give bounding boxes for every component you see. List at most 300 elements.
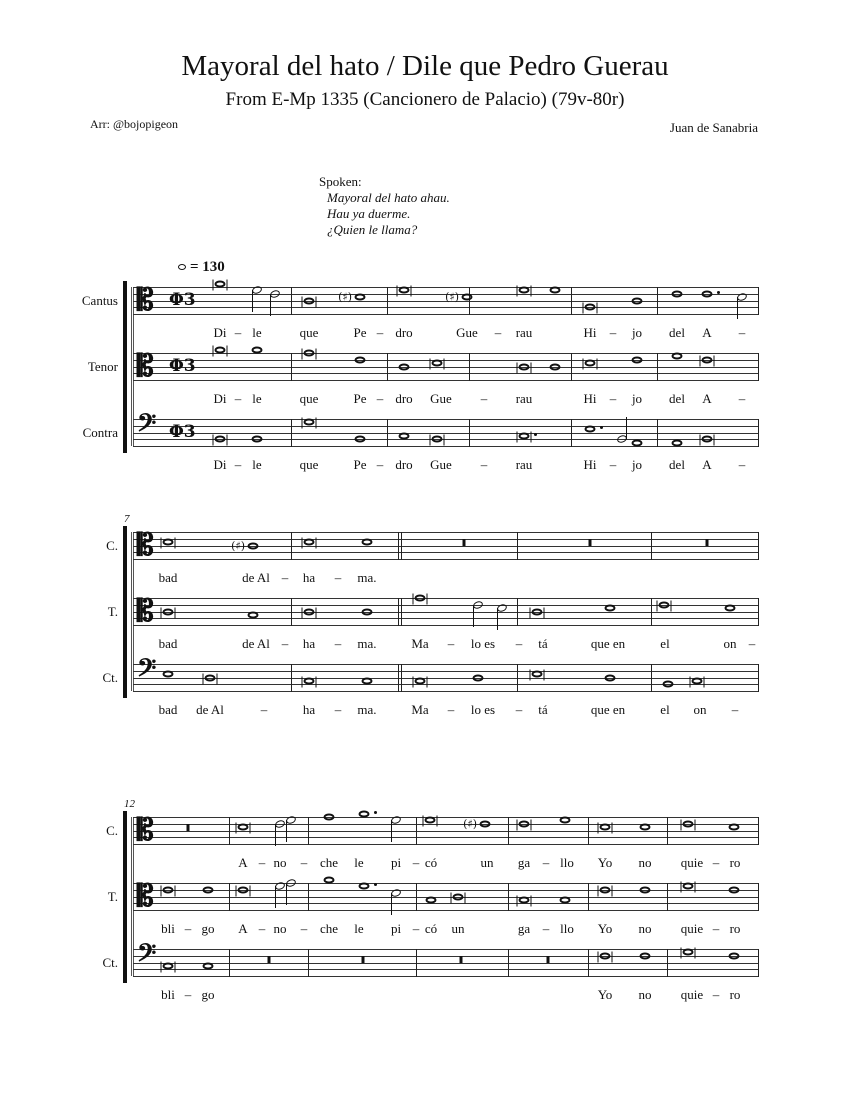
staff-line (133, 976, 758, 977)
lyric-syllable: – (334, 702, 342, 717)
whole-note (252, 346, 263, 353)
barline (667, 883, 668, 911)
whole-note (324, 814, 335, 821)
breve-note (702, 436, 713, 443)
lyric-syllable: có (424, 855, 438, 870)
staff-line (133, 598, 758, 599)
whole-note (252, 436, 263, 443)
staff-line (133, 373, 758, 374)
lyric-syllable: go (201, 987, 215, 1002)
lyric-syllable: le (252, 391, 262, 406)
breve-note (702, 356, 713, 363)
arranger-credit: Arr: @bojopigeon (90, 117, 179, 131)
breve-note (585, 304, 596, 311)
breve-note (585, 360, 596, 367)
lyric-syllable: – (184, 987, 192, 1002)
lyric-syllable: bad (158, 702, 178, 717)
instrument-name: Contra (82, 425, 118, 440)
score-title: Mayoral del hato / Dile que Pedro Guerau (181, 50, 669, 82)
breve-rest-icon (268, 956, 271, 963)
score-subtitle: From E-Mp 1335 (Cancionero de Palacio) (79v-80r) (225, 89, 625, 110)
barline (517, 598, 518, 626)
lyric-syllable: Hi (583, 391, 597, 406)
whole-note (355, 294, 366, 301)
staff-line (133, 559, 758, 560)
breve-note (532, 671, 543, 678)
whole-note (355, 356, 366, 363)
staff-line (133, 380, 758, 381)
whole-note (672, 353, 683, 360)
instrument-name: C. (106, 538, 118, 553)
lyric-syllable: un (451, 921, 465, 936)
barline (758, 419, 759, 447)
lyric-syllable: on (693, 702, 707, 717)
breve-note (163, 962, 174, 969)
whole-note (362, 539, 373, 546)
lyric-syllable: pi (390, 855, 402, 870)
lyric-syllable: le (252, 457, 262, 472)
barline (508, 949, 509, 977)
lyric-syllable: ma. (357, 636, 377, 651)
staff-cantus (133, 283, 758, 318)
barline (667, 949, 668, 977)
measure-number: 12 (124, 798, 135, 810)
barline (291, 532, 292, 560)
lyric-syllable: le (354, 921, 364, 936)
whole-note (729, 952, 740, 959)
lyric-syllable: go (201, 921, 215, 936)
lyric-syllable: – (300, 921, 308, 936)
lyric-syllable: rau (515, 325, 533, 340)
lyric-syllable: A (702, 391, 712, 406)
whole-note (560, 896, 571, 903)
lyric-syllable: jo (631, 391, 643, 406)
tempo-marking (178, 259, 225, 276)
spoken-line: ¿Quien le llama? (327, 222, 418, 237)
whole-note (324, 876, 335, 883)
staff-line (133, 890, 758, 891)
barline (308, 949, 309, 977)
whole-note (702, 290, 713, 297)
whole-note (632, 356, 643, 363)
staff-contra (133, 409, 758, 447)
whole-note (729, 886, 740, 893)
breve-note (519, 896, 530, 903)
lyric-syllable: A (238, 855, 248, 870)
lyric-syllable: que (299, 391, 319, 406)
lyric-syllable: dro (395, 325, 413, 340)
breve-note (600, 824, 611, 831)
lyric-syllable: ro (729, 855, 741, 870)
lyric-syllable: – (281, 636, 289, 651)
staff-line (133, 314, 758, 315)
breve-rest-icon (362, 956, 365, 963)
lyric-syllable: – (447, 636, 455, 651)
composer-credit: Juan de Sanabria (669, 120, 758, 135)
staff-line (133, 419, 758, 420)
instrument-name: Ct. (102, 670, 118, 685)
note-stem (626, 417, 627, 439)
lyric-syllable: Yo (597, 921, 613, 936)
double-barline (398, 532, 402, 560)
lyric-syllable: que (299, 325, 319, 340)
note-stem (286, 883, 287, 905)
spoken-line: Hau ya duerme. (327, 206, 411, 221)
barline (651, 532, 652, 560)
staff-line (133, 612, 758, 613)
lyric-syllable: ma. (357, 570, 377, 585)
staff-line (133, 883, 758, 884)
barline (758, 532, 759, 560)
double-barline (398, 664, 402, 692)
breve-note (304, 677, 315, 684)
barline (667, 817, 668, 845)
breve-rest-icon (547, 956, 550, 963)
note-stem (286, 820, 287, 842)
lyric-syllable: un (480, 855, 494, 870)
staff-line (133, 539, 758, 540)
system-bracket (123, 281, 127, 453)
note-stem (497, 608, 498, 630)
barline (387, 287, 388, 315)
lyric-syllable: ha (302, 636, 316, 651)
system-bracket (123, 811, 127, 983)
breve-note (205, 674, 216, 681)
staff-line (133, 897, 758, 898)
breve-note (432, 436, 443, 443)
lyric-syllable: – (234, 457, 242, 472)
lyric-syllable: jo (631, 457, 643, 472)
lyric-syllable: – (712, 987, 720, 1002)
barline (571, 287, 572, 315)
staff-line (133, 963, 758, 964)
lyric-syllable: le (252, 325, 262, 340)
staff-contra (133, 939, 758, 977)
lyric-syllable: lo es (470, 636, 496, 651)
whole-note (640, 886, 651, 893)
whole-note-icon (178, 264, 186, 270)
barline (651, 598, 652, 626)
barline (588, 949, 589, 977)
lyric-syllable: – (494, 325, 502, 340)
lyric-syllable: – (184, 921, 192, 936)
lyric-syllable: el (660, 636, 670, 651)
staff-line (133, 307, 758, 308)
whole-note (632, 297, 643, 304)
breve-rest-icon (460, 956, 463, 963)
whole-note (585, 426, 596, 433)
staff-line (133, 426, 758, 427)
barline (758, 664, 759, 692)
lyric-syllable: A (702, 457, 712, 472)
system-start-line (131, 532, 132, 691)
lyric-syllable: tá (538, 636, 548, 651)
note-stem (737, 297, 738, 319)
breve-note (399, 287, 410, 294)
lyric-syllable: – (260, 702, 268, 717)
lyric-syllable: on (723, 636, 737, 651)
whole-note (605, 605, 616, 612)
lyric-syllable: – (412, 855, 420, 870)
barline (758, 949, 759, 977)
lyric-syllable: che (319, 921, 339, 936)
whole-note (163, 671, 174, 678)
lyric-syllable: jo (631, 325, 643, 340)
lyric-syllable: Gue (430, 457, 452, 472)
alto-clef-icon: 𝄡 (137, 283, 154, 318)
barline (657, 353, 658, 381)
lyric-syllable: bad (158, 570, 178, 585)
barline (517, 664, 518, 692)
instrument-name: C. (106, 823, 118, 838)
lyric-syllable: – (738, 391, 746, 406)
barline (229, 949, 230, 977)
staff-line (133, 956, 758, 957)
instrument-name: Cantus (81, 293, 118, 308)
sharp-accidental-icon: (♯) (231, 539, 245, 552)
whole-note (248, 542, 259, 549)
lyric-syllable: – (712, 921, 720, 936)
barline (291, 664, 292, 692)
note-stem (275, 886, 276, 908)
lyric-syllable: – (300, 855, 308, 870)
alto-clef-icon: 𝄡 (137, 528, 154, 563)
sharp-accidental-icon: (♯) (445, 290, 459, 304)
lyric-syllable: – (376, 391, 384, 406)
barline (758, 353, 759, 381)
breve-note (163, 539, 174, 546)
whole-note (399, 432, 410, 439)
barline (571, 353, 572, 381)
breve-note (692, 677, 703, 684)
whole-note (203, 886, 214, 893)
barline (229, 817, 230, 845)
staff-line (133, 446, 758, 447)
lyric-syllable: A (238, 921, 248, 936)
spoken-label: Spoken: (319, 174, 362, 189)
barline (571, 419, 572, 447)
whole-note (355, 436, 366, 443)
lyric-syllable: Pe (353, 391, 367, 406)
staff-cantus (133, 528, 758, 563)
barline (508, 883, 509, 911)
note-stem (252, 290, 253, 312)
whole-note (550, 287, 561, 294)
breve-note (519, 287, 530, 294)
double-barline (398, 598, 402, 626)
barline (308, 883, 309, 911)
note-stem (473, 605, 474, 627)
breve-note (415, 595, 426, 602)
breve-note (304, 297, 315, 304)
breve-note (532, 608, 543, 615)
lyric-syllable: rau (515, 391, 533, 406)
staff-line (133, 625, 758, 626)
barline (387, 419, 388, 447)
lyric-syllable: rau (515, 457, 533, 472)
lyric-syllable: – (731, 702, 739, 717)
system-start-line (131, 817, 132, 976)
barline (588, 883, 589, 911)
breve-note (519, 820, 530, 827)
lyric-syllable: ga (517, 921, 531, 936)
whole-note (640, 952, 651, 959)
sharp-accidental-icon: (♯) (338, 290, 352, 304)
augmentation-dot (717, 291, 720, 294)
staff-line (133, 367, 758, 368)
barline (758, 817, 759, 845)
staff-line (133, 824, 758, 825)
lyric-syllable: llo (560, 921, 574, 936)
barline (758, 287, 759, 315)
time-signature: Φ3 (169, 422, 196, 442)
lyric-syllable: no (273, 921, 287, 936)
barline (291, 598, 292, 626)
staff-contra (133, 654, 758, 692)
lyric-syllable: Hi (583, 325, 597, 340)
lyric-syllable: Yo (597, 987, 613, 1002)
lyric-syllable: A (702, 325, 712, 340)
lyric-syllable: el (660, 702, 670, 717)
alto-clef-icon: 𝄡 (137, 349, 154, 384)
lyric-syllable: – (376, 325, 384, 340)
whole-note (362, 677, 373, 684)
lyric-syllable: – (412, 921, 420, 936)
lyric-syllable: Yo (597, 855, 613, 870)
instrument-name: T. (107, 604, 118, 619)
whole-note (399, 363, 410, 370)
breve-note (163, 886, 174, 893)
lyric-syllable: – (609, 325, 617, 340)
staff-line (133, 969, 758, 970)
breve-note (163, 608, 174, 615)
breve-note (600, 952, 611, 959)
lyric-syllable: – (609, 457, 617, 472)
barline (416, 949, 417, 977)
alto-clef-icon: 𝄡 (137, 594, 154, 629)
breve-note (600, 886, 611, 893)
staff-line (133, 360, 758, 361)
lyric-syllable: pi (390, 921, 402, 936)
lyric-syllable: del (669, 457, 685, 472)
lyric-syllable: bli (161, 987, 175, 1002)
lyric-syllable: – (334, 636, 342, 651)
system-bracket (123, 526, 127, 698)
whole-note (672, 290, 683, 297)
whole-note (725, 605, 736, 612)
lyric-syllable: no (638, 921, 652, 936)
time-signature: Φ3 (169, 356, 196, 376)
lyric-syllable: Ma (411, 702, 429, 717)
staff-tenor (133, 594, 758, 629)
staff-line (133, 903, 758, 904)
lyric-syllable: – (748, 636, 756, 651)
barline (588, 817, 589, 845)
augmentation-dot (374, 811, 377, 814)
bass-clef-icon: 𝄢 (137, 654, 157, 689)
barline (657, 287, 658, 315)
breve-note (432, 360, 443, 367)
breve-rest-icon (463, 539, 466, 546)
lyric-syllable: quie (680, 921, 704, 936)
lyric-syllable: – (281, 570, 289, 585)
alto-clef-icon: 𝄡 (137, 813, 154, 848)
breve-note (238, 824, 249, 831)
lyric-syllable: ha (302, 702, 316, 717)
lyric-syllable: – (258, 921, 266, 936)
lyric-syllable: – (258, 855, 266, 870)
lyric-syllable: – (542, 855, 550, 870)
instrument-name: Ct. (102, 955, 118, 970)
staff-line (133, 691, 758, 692)
barline (657, 419, 658, 447)
spoken-text-block (319, 174, 450, 238)
staff-line (133, 433, 758, 434)
breve-note (453, 893, 464, 900)
lyric-syllable: Di (213, 325, 227, 340)
lyric-syllable: – (515, 636, 523, 651)
barline (469, 287, 470, 315)
staff-line (133, 837, 758, 838)
lyric-syllable: – (738, 457, 746, 472)
lyric-syllable: Gue (456, 325, 478, 340)
staff-line (133, 949, 758, 950)
lyric-syllable: dro (395, 457, 413, 472)
lyric-syllable: Di (213, 457, 227, 472)
bass-clef-icon: 𝄢 (137, 409, 157, 444)
breve-note (683, 820, 694, 827)
lyric-syllable: lo es (470, 702, 496, 717)
bass-clef-icon: 𝄢 (137, 939, 157, 974)
breve-note (425, 817, 436, 824)
whole-note (672, 439, 683, 446)
lyric-syllable: no (638, 855, 652, 870)
whole-note (605, 674, 616, 681)
barline (229, 883, 230, 911)
lyric-syllable: quie (680, 987, 704, 1002)
whole-note (426, 896, 437, 903)
staff-line (133, 678, 758, 679)
whole-note (359, 883, 370, 890)
breve-note (304, 350, 315, 357)
whole-note (663, 681, 674, 688)
breve-note (683, 949, 694, 956)
lyric-syllable: Pe (353, 457, 367, 472)
breve-rest-icon (589, 539, 592, 546)
breve-note (519, 363, 530, 370)
augmentation-dot (534, 433, 537, 436)
staff-line (133, 552, 758, 553)
breve-rest-icon (706, 539, 709, 546)
barline (291, 287, 292, 315)
barline (416, 883, 417, 911)
whole-note (362, 608, 373, 615)
lyric-syllable: – (334, 570, 342, 585)
lyric-syllable: no (638, 987, 652, 1002)
barline (469, 419, 470, 447)
staff-tenor (133, 879, 758, 914)
lyric-syllable: que (299, 457, 319, 472)
lyric-syllable: bli (161, 921, 175, 936)
instrument-name: T. (107, 889, 118, 904)
whole-note (359, 810, 370, 817)
lyric-syllable: llo (560, 855, 574, 870)
barline (291, 419, 292, 447)
lyric-syllable: de Al (242, 570, 270, 585)
staff-line (133, 844, 758, 845)
barline (308, 817, 309, 845)
note-stem (391, 820, 392, 842)
